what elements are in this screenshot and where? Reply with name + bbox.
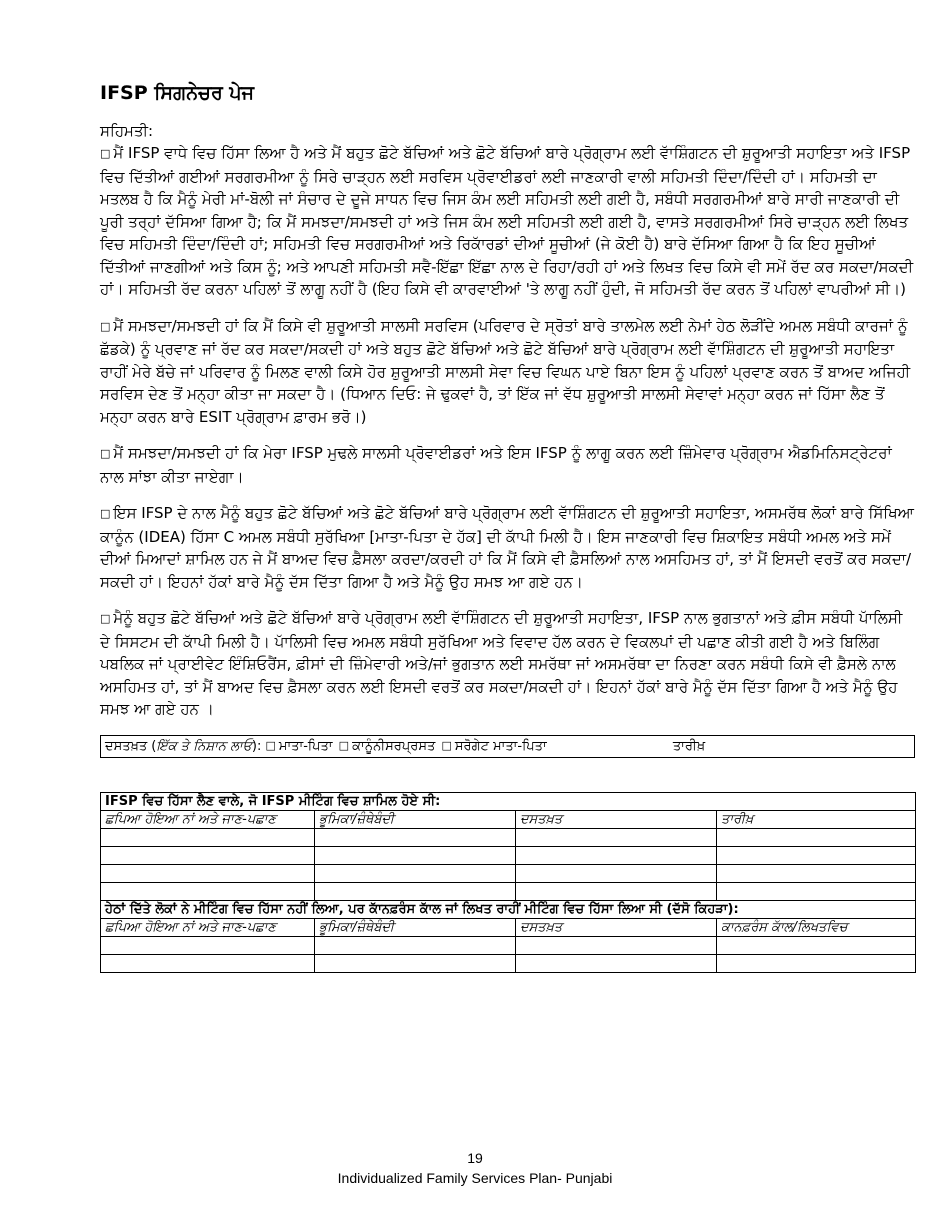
- table-cell[interactable]: [315, 846, 516, 864]
- signature-label-suffix: ):: [251, 738, 262, 754]
- table-cell[interactable]: [717, 846, 916, 864]
- signature-line[interactable]: [100, 735, 915, 758]
- consent-paragraph-2: [100, 315, 915, 429]
- table-cell[interactable]: [516, 828, 717, 846]
- table-cell[interactable]: [315, 882, 516, 900]
- table-row: [101, 846, 916, 864]
- signature-label-prefix: ਦਸਤਖ਼ਤ (: [105, 738, 157, 754]
- footer-document-title: Individualized Family Services Plan- Punjabi: [337, 1170, 613, 1186]
- checkbox-icon[interactable]: □: [100, 147, 111, 160]
- consent-label: ਸਹਿਮਤੀ:: [100, 122, 154, 140]
- table-cell[interactable]: [717, 864, 916, 882]
- paragraph-text: ਮੈਂ IFSP ਵਾਧੇ ਵਿਚ ਹਿੱਸਾ ਲਿਆ ਹੈ ਅਤੇ ਮੈਂ ਬਹੁਤ ਛੋਟੇ ਬੱਚਿਆਂ ਅਤੇ ਛੋਟੇ ਬੱਚਿਆਂ ਬਾਰੇ ਪ੍ਰੋਗ੍ਰਾਮ ਲਈ ਵਾੱਸ਼ਿੰਗਟਨ ਦੀ ਸ਼ੁਰੂਆਤੀ ਸਹਾਇਤਾ ਅਤੇ IFSP ਵਿਚ ਦਿੱਤੀਆਂ ਗਈਆਂ ਸਰਗਰਮੀਆ ਨੂੰ ਸਿਰੇ ਚਾੜ੍ਹਨ ਲਈ ਸਰਵਿਸ ਪ੍ਰੋਵਾਈਡਰਾਂ ਲਈ ਜਾਣਕਾਰੀ ਵਾਲੀ ਸਹਿਮਤੀ ਦਿੰਦਾ/ਦਿੰਦੀ ਹਾਂ। ਸਹਿਮਤੀ ਦਾ ਮਤਲਬ ਹੈ ਕਿ ਮੈਨੂੰ ਮੇਰੀ ਮਾਂ-ਬੋਲੀ ਜਾਂ ਸੰਚਾਰ ਦੇ ਦੂਜੇ ਸਾਧਨ ਵਿਚ ਜਿਸ ਕੰਮ ਲਈ ਸਹਿਮਤੀ ਲਈ ਗਈ ਹੈ, ਸਬੰਧੀ ਸਰਗਰਮੀਆਂ ਬਾਰੇ ਸਾਰੀ ਜਾਣਕਾਰੀ ਦੀ ਪੂਰੀ ਤਰ੍ਹਾਂ ਦੱਸਿਆ ਗਿਆ ਹੈ; ਕਿ ਮੈਂ ਸਮਝਦਾ/ਸਮਝਦੀ ਹਾਂ ਅਤੇ ਜਿਸ ਕੰਮ ਲਈ ਸਹਿਮਤੀ ਲਈ ਗਈ ਹੈ, ਵਾਸਤੇ ਸਰਗਰਮੀਆਂ ਸਿਰੇ ਚਾੜ੍ਹਨ ਲਈ ਲਿਖਤ ਵਿਚ ਸਹਿਮਤੀ ਦਿੰਦਾ/ਦਿੰਦੀ ਹਾਂ; ਸਹਿਮਤੀ ਵਿਚ ਸਰਗਰਮੀਆਂ ਅਤੇ ਰਿਕਾੱਰਡਾਂ ਦੀਆਂ ਸੂਚੀਆਂ (ਜੇ ਕੋਈ ਹੈ) ਬਾਰੇ ਦੱਸਿਆ ਗਿਆ ਹੈ ਕਿ ਇਹ ਸੂਚੀਆਂ ਦਿੱਤੀਆਂ ਜਾਣਗੀਆਂ ਅਤੇ ਕਿਸ ਨੂੰ; ਅਤੇ ਆਪਣੀ ਸਹਿਮਤੀ ਸਵੈ-ਇੱਛਾ ਇੱਛਾ ਨਾਲ ਦੇ ਰਿਹਾ/ਰਹੀ ਹਾਂ ਅਤੇ ਲਿਖਤ ਵਿਚ ਕਿਸੇ ਵੀ ਸਮੇਂ ਰੱਦ ਕਰ ਸਕਦਾ/ਸਕਦੀ ਹਾਂ। ਸਹਿਮਤੀ ਰੱਦ ਕਰਨਾ ਪਹਿਲਾਂ ਤੋਂ ਲਾਗੂ ਨਹੀਂ ਹੈ (ਇਹ ਕਿਸੇ ਵੀ ਕਾਰਵਾਈਆਂ 'ਤੇ ਲਾਗੂ ਨਹੀਂ ਹੁੰਦੀ, ਜੋ ਸਹਿਮਤੀ ਰੱਦ ਕਰਨ ਤੋਂ ਪਹਿਲਾਂ ਵਾਪਰੀਆਂ ਸੀ।): [100, 144, 914, 298]
- section2-header: ਹੇਠਾਂ ਦਿੱਤੇ ਲੋਕਾਂ ਨੇ ਮੀਟਿੰਗ ਵਿਚ ਹਿੱਸਾ ਨਹੀਂ ਲਿਆ, ਪਰ ਕਾੱਨਫ਼ਰੰਸ ਕਾੱਲ ਜਾਂ ਲਿਖਤ ਰਾਹੀਂ ਮੀਟਿੰਗ ਵਿਚ ਹਿੱਸਾ ਲਿਆ ਸੀ (ਦੱਸੋ ਕਿਹੜਾ):: [101, 900, 916, 918]
- checkbox-icon[interactable]: □: [100, 319, 111, 333]
- participants-table: [100, 792, 916, 973]
- table-cell[interactable]: [315, 936, 516, 954]
- table-cell[interactable]: [717, 828, 916, 846]
- table-cell[interactable]: [717, 882, 916, 900]
- column-header: ਭੂਮਿਕਾ/ਜ਼ੰਥੇਬੰਦੀ: [315, 810, 516, 828]
- page-title: IFSP ਸਿਗਨੇਚਰ ਪੇਜ: [100, 82, 255, 104]
- table-cell[interactable]: [516, 846, 717, 864]
- paragraph-text: ਮੈਂ ਸਮਝਦਾ/ਸਮਝਦੀ ਹਾਂ ਕਿ ਮੈਂ ਕਿਸੇ ਵੀ ਸ਼ੁਰੂਆਤੀ ਸਾਲਸੀ ਸਰਵਿਸ (ਪਰਿਵਾਰ ਦੇ ਸ੍ਰੋਤਾਂ ਬਾਰੇ ਤਾਲਮੇਲ ਲਈ ਨੇਮਾਂ ਹੇਠ ਲੋੜੀਂਦੇ ਅਮਲ ਸਬੰਧੀ ਕਾਰਜਾਂ ਨੂੰ ਛੱਡਕੇ) ਨੂੰ ਪ੍ਰਵਾਣ ਜਾਂ ਰੱਦ ਕਰ ਸਕਦਾ/ਸਕਦੀ ਹਾਂ ਅਤੇ ਬਹੁਤ ਛੋਟੇ ਬੱਚਿਆਂ ਅਤੇ ਛੋਟੇ ਬੱਚਿਆਂ ਬਾਰੇ ਪ੍ਰੋਗ੍ਰਾਮ ਲਈ ਵਾੱਸ਼ਿੰਗਟਨ ਦੀ ਸ਼ੁਰੂਆਤੀ ਸਹਾਇਤਾ ਰਾਹੀਂ ਮੇਰੇ ਬੱਚੇ ਜਾਂ ਪਰਿਵਾਰ ਨੂੰ ਮਿਲਣ ਵਾਲੀ ਕਿਸੇ ਹੋਰ ਸ਼ੁਰੂਆਤੀ ਸਾਲਸੀ ਸੇਵਾ ਵਿਚ ਵਿਘਨ ਪਾਏ ਬਿਨਾ ਇਸ ਨੂੰ ਪਹਿਲਾਂ ਪ੍ਰਵਾਣ ਕਰਨ ਤੋਂ ਬਾਅਦ ਅਜਿਹੀ ਸਰਵਿਸ ਦੇਣ ਤੋਂ ਮਨ੍ਹਾ ਕੀਤਾ ਜਾ ਸਕਦਾ ਹੈ। (ਧਿਆਨ ਦਿਓ: ਜੇ ਢੁਕਵਾਂ ਹੈ, ਤਾਂ ਇੱਕ ਜਾਂ ਵੱਧ ਸ਼ੁਰੂਆਤੀ ਸਾਲਸੀ ਸੇਵਾਵਾਂ ਮਨ੍ਹਾ ਕਰਨ ਜਾਂ ਹਿੱਸਾ ਲੈਣ ਤੋਂ ਮਨ੍ਹਾ ਕਰਨ ਬਾਰੇ ESIT ਪ੍ਰੋਗ੍ਰਾਮ ਫ਼ਾਰਮ ਭਰੋ।): [100, 316, 911, 426]
- table-cell[interactable]: [101, 954, 315, 972]
- checkbox-icon[interactable]: □: [100, 447, 111, 460]
- column-header: ਛਪਿਆ ਹੋਇਆ ਨਾਂ ਅਤੇ ਜਾਣ-ਪਛਾਣ: [101, 918, 315, 936]
- consent-paragraph-1: [100, 142, 915, 301]
- table-cell[interactable]: [717, 954, 916, 972]
- consent-paragraph-4: [100, 502, 915, 593]
- checkbox-icon[interactable]: □: [338, 738, 350, 752]
- table-cell[interactable]: [516, 864, 717, 882]
- table-row: [101, 918, 916, 936]
- column-header: ਛਪਿਆ ਹੋਇਆ ਨਾਂ ਅਤੇ ਜਾਣ-ਪਛਾਣ: [101, 810, 315, 828]
- table-cell[interactable]: [101, 828, 315, 846]
- page-number: 19: [467, 1150, 483, 1166]
- table-cell[interactable]: [516, 882, 717, 900]
- column-header: ਕਾਨਫ਼ਰੰਸ ਕਾੱਲ/ਲਿਖਤਵਿਚ: [717, 918, 916, 936]
- consent-paragraph-3: [100, 442, 915, 488]
- checkbox-icon[interactable]: □: [100, 507, 111, 520]
- table-row: [101, 936, 916, 954]
- table-cell[interactable]: [315, 828, 516, 846]
- table-cell[interactable]: [101, 846, 315, 864]
- paragraph-text: ਮੈਂ ਸਮਝਦਾ/ਸਮਝਦੀ ਹਾਂ ਕਿ ਮੇਰਾ IFSP ਮੁਢਲੇ ਸਾਲਸੀ ਪ੍ਰੋਵਾਈਡਰਾਂ ਅਤੇ ਇਸ IFSP ਨੂੰ ਲਾਗੂ ਕਰਨ ਲਈ ਜ਼ਿੰਮੇਵਾਰ ਪ੍ਰੋਗ੍ਰਾਮ ਐਡਮਿਨਿਸਟ੍ਰੇਟਰਾਂ ਨਾਲ ਸਾਂਝਾ ਕੀਤਾ ਜਾਏਗਾ।: [100, 444, 892, 486]
- table-row: [101, 792, 916, 810]
- option-legal-guardian: ਕਾਨੂੰਨੀਸਰਪ੍ਰਸਤ: [352, 738, 436, 754]
- table-row: [101, 810, 916, 828]
- column-header: ਦਸਤਖ਼ਤ: [516, 810, 717, 828]
- table-cell[interactable]: [101, 882, 315, 900]
- checkbox-icon[interactable]: □: [441, 738, 452, 752]
- table-cell[interactable]: [101, 936, 315, 954]
- consent-paragraph-5: [100, 607, 915, 721]
- checkbox-icon[interactable]: □: [100, 612, 111, 625]
- table-row: [101, 828, 916, 846]
- column-header: ਭੂਮਿਕਾ/ਜ਼ੰਥੇਬੰਦੀ: [315, 918, 516, 936]
- signature-date-label: ਤਾਰੀਖ਼: [672, 738, 706, 754]
- column-header: ਤਾਰੀਖ਼: [717, 810, 916, 828]
- table-cell[interactable]: [717, 936, 916, 954]
- signature-page: [100, 80, 915, 973]
- table-row: [101, 900, 916, 918]
- section1-header: IFSP ਵਿਚ ਹਿੱਸਾ ਲੈਣ ਵਾਲੇ, ਜੋ IFSP ਮੀਟਿੰਗ ਵਿਚ ਸ਼ਾਮਿਲ ਹੋਏ ਸੀ:: [101, 792, 916, 810]
- table-cell[interactable]: [516, 954, 717, 972]
- column-header: ਦਸਤਖ਼ਤ: [516, 918, 717, 936]
- table-row: [101, 954, 916, 972]
- option-surrogate-parent: ਸਰੋਗੇਟ ਮਾਤਾ-ਪਿਤਾ: [454, 738, 547, 754]
- checkbox-icon[interactable]: □: [265, 738, 276, 752]
- signature-label-instruction: ਇੱਕ ਤੇ ਨਿਸ਼ਾਨ ਲਾਓ: [156, 738, 252, 754]
- table-row: [101, 882, 916, 900]
- table-cell[interactable]: [101, 864, 315, 882]
- table-row: [101, 864, 916, 882]
- paragraph-text: ਮੈਨੂੰ ਬਹੁਤ ਛੋਟੇ ਬੱਚਿਆਂ ਅਤੇ ਛੋਟੇ ਬੱਚਿਆਂ ਬਾਰੇ ਪ੍ਰੋਗ੍ਰਾਮ ਲਈ ਵਾੱਸ਼ਿੰਗਟਨ ਦੀ ਸ਼ੁਰੂਆਤੀ ਸਹਾਇਤਾ, IFSP ਨਾਲ ਭੁਗਤਾਨਾਂ ਅਤੇ ਫ਼ੀਸ ਸਬੰਧੀ ਪਾੱਲਿਸੀ ਦੇ ਸਿਸਟਮ ਦੀ ਕਾੱਪੀ ਮਿਲੀ ਹੈ। ਪਾੱਲਿਸੀ ਵਿਚ ਅਮਲ ਸਬੰਧੀ ਸੁਰੱਖਿਆ ਅਤੇ ਵਿਵਾਦ ਹੱਲ ਕਰਨ ਦੇ ਵਿਕਲਪਾਂ ਦੀ ਪਛਾਣ ਕੀਤੀ ਗਈ ਹੈ ਅਤੇ ਬਿਲਿੰਗ ਪਬਲਿਕ ਜਾਂ ਪ੍ਰਾਈਵੇਟ ਇੰਸ਼ਿਓਰੈਂਸ, ਫ਼ੀਸਾਂ ਦੀ ਜ਼ਿੰਮੇਵਾਰੀ ਅਤੇ/ਜਾਂ ਭੁਗਤਾਨ ਲਈ ਸਮਰੱਥਾ ਜਾਂ ਅਸਮਰੱਥਾ ਦਾ ਨਿਰਣਾ ਕਰਨ ਸਬੰਧੀ ਕਿਸੇ ਵੀ ਫ਼ੈਸਲੇ ਨਾਲ ਅਸਹਿਮਤ ਹਾਂ, ਤਾਂ ਮੈਂ ਬਾਅਦ ਵਿਚ ਫ਼ੈਸਲਾ ਕਰਨ ਲਈ ਇਸਦੀ ਵਰਤੋਂ ਕਰ ਸਕਦਾ/ਸਕਦੀ ਹਾਂ। ਇਹਨਾਂ ਹੱਕਾਂ ਬਾਰੇ ਮੈਨੂੰ ਦੱਸ ਦਿੱਤਾ ਗਿਆ ਹੈ ਅਤੇ ਮੈਨੂੰ ਉਹ ਸਮਝ ਆ ਗਏ ਹਨ ।: [100, 609, 903, 718]
- paragraph-text: ਇਸ IFSP ਦੇ ਨਾਲ ਮੈਨੂੰ ਬਹੁਤ ਛੋਟੇ ਬੱਚਿਆਂ ਅਤੇ ਛੋਟੇ ਬੱਚਿਆਂ ਬਾਰੇ ਪ੍ਰੋਗ੍ਰਾਮ ਲਈ ਵਾੱਸ਼ਿੰਗਟਨ ਦੀ ਸ਼ੁਰੂਆਤੀ ਸਹਾਇਤਾ, ਅਸਮਰੱਥ ਲੋਕਾਂ ਬਾਰੇ ਸਿੱਖਿਆ ਕਾਨੂੰਨ (IDEA) ਹਿੱਸਾ C ਅਮਲ ਸਬੰਧੀ ਸੁਰੱਖਿਆ [ਮਾਤਾ-ਪਿਤਾ ਦੇ ਹੱਕ] ਦੀ ਕਾੱਪੀ ਮਿਲੀ ਹੈ। ਇਸ ਜਾਣਕਾਰੀ ਵਿਚ ਸ਼ਿਕਾਇਤ ਸਬੰਧੀ ਅਮਲ ਅਤੇ ਸਮੇਂ ਦੀਆਂ ਮਿਆਦਾਂ ਸ਼ਾਮਿਲ ਹਨ ਜੇ ਮੈਂ ਬਾਅਦ ਵਿਚ ਫ਼ੈਸਲਾ ਕਰਦਾ/ਕਰਦੀ ਹਾਂ ਕਿ ਮੈਂ ਕਿਸੇ ਵੀ ਫ਼ੈਸਲਿਆਂ ਨਾਲ ਅਸਹਿਮਤ ਹਾਂ, ਤਾਂ ਮੈਂ ਇਸਦੀ ਵਰਤੋਂ ਕਰ ਸਕਦਾ/ਸਕਦੀ ਹਾਂ। ਇਹਨਾਂ ਹੱਕਾਂ ਬਾਰੇ ਮੈਨੂੰ ਦੱਸ ਦਿੱਤਾ ਗਿਆ ਹੈ ਅਤੇ ਮੈਨੂੰ ਉਹ ਸਮਝ ਆ ਗਏ ਹਨ।: [100, 504, 914, 591]
- option-parent: ਮਾਤਾ-ਪਿਤਾ: [278, 738, 333, 754]
- table-cell[interactable]: [516, 936, 717, 954]
- table-cell[interactable]: [315, 954, 516, 972]
- table-cell[interactable]: [315, 864, 516, 882]
